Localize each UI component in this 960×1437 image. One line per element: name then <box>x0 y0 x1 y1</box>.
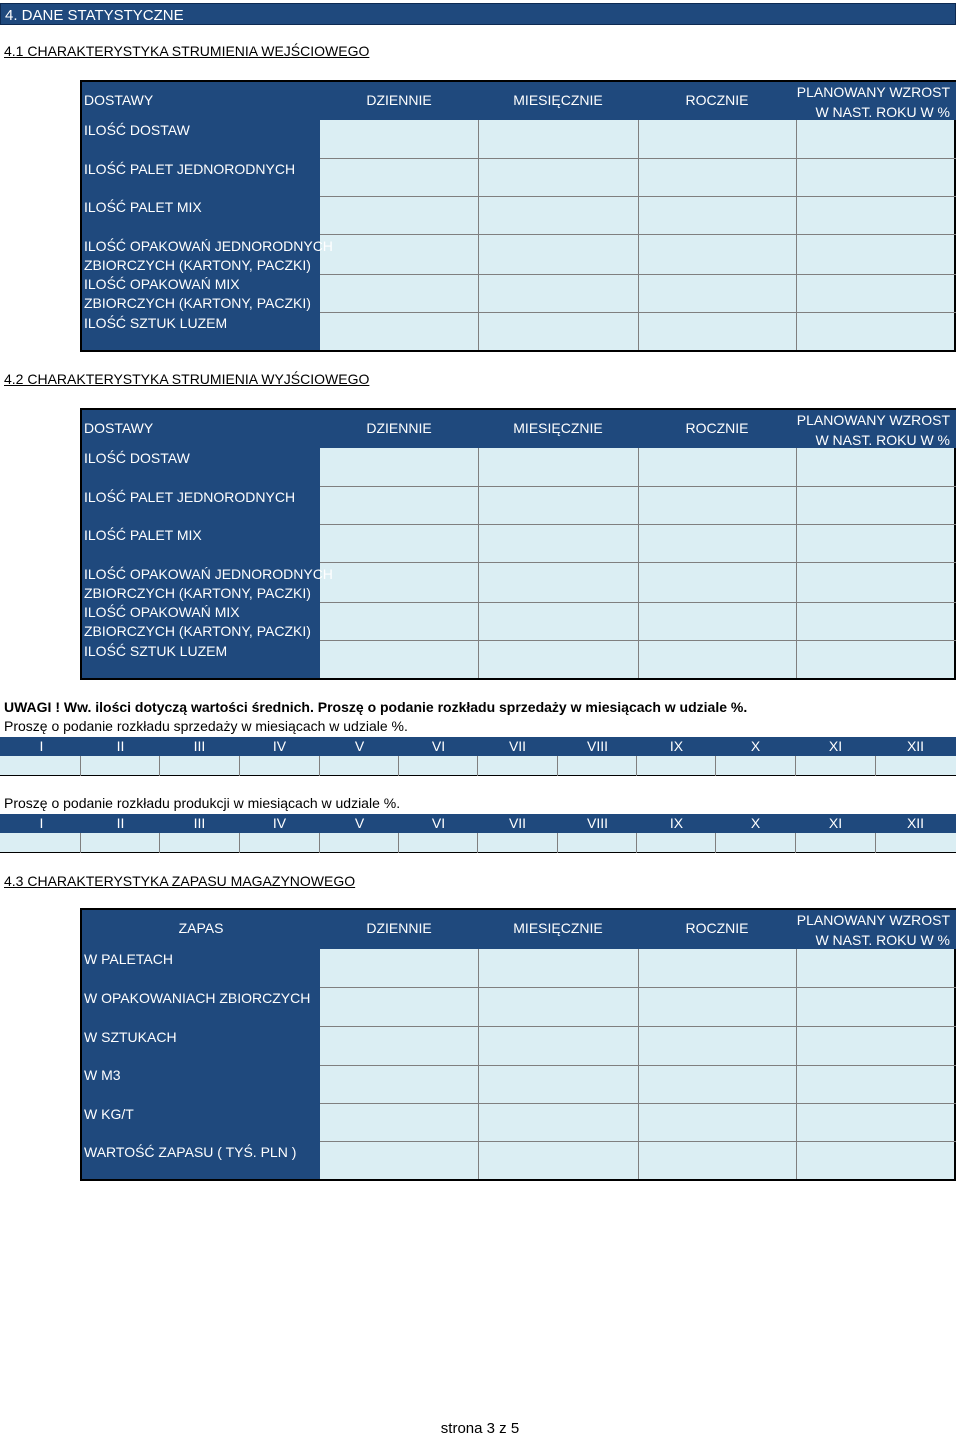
row-label: ILOŚĆ PALET MIX <box>84 527 202 543</box>
month-input-cell[interactable] <box>240 756 320 776</box>
column-header-planned-growth: PLANOWANY WZROST W NAST. ROKU W % <box>796 412 950 448</box>
month-header-row <box>0 814 956 833</box>
month-header: X <box>750 738 761 754</box>
month-input-cell[interactable] <box>558 833 637 853</box>
month-input-row <box>0 833 956 853</box>
row-label: W OPAKOWANIACH ZBIORCZYCH <box>84 990 311 1006</box>
month-header: I <box>39 738 44 754</box>
row-label: W PALETACH <box>84 951 173 967</box>
month-header: V <box>354 815 365 831</box>
stock-table <box>80 908 956 1181</box>
row-label: W M3 <box>84 1067 121 1083</box>
month-input-cell[interactable] <box>81 833 160 853</box>
column-header-daily: DZIENNIE <box>366 420 432 436</box>
output-stream-table <box>80 408 956 680</box>
column-header-yearly: ROCZNIE <box>685 420 749 436</box>
column-header-daily: DZIENNIE <box>366 920 432 936</box>
month-input-cell[interactable] <box>637 833 716 853</box>
month-header: VI <box>431 815 446 831</box>
row-label: ILOŚĆ SZTUK LUZEM <box>84 315 228 331</box>
row-label: ILOŚĆ OPAKOWAŃ MIX <box>84 276 240 292</box>
month-header: II <box>116 738 125 754</box>
column-header-daily: DZIENNIE <box>366 92 432 108</box>
month-input-cell[interactable] <box>160 756 240 776</box>
row-label: ILOŚĆ PALET MIX <box>84 199 202 215</box>
month-input-cell[interactable] <box>876 833 956 853</box>
month-header: IV <box>272 815 287 831</box>
row-label: ILOŚĆ SZTUK LUZEM <box>84 643 228 659</box>
month-input-cell[interactable] <box>716 833 796 853</box>
section-title-input-stream: 4.1 CHARAKTERYSTYKA STRUMIENIA WEJŚCIOWEGO <box>4 43 370 59</box>
column-header-yearly: ROCZNIE <box>685 92 749 108</box>
month-input-row <box>0 756 956 776</box>
main-section-header: 4. DANE STATYSTYCZNE <box>0 3 956 25</box>
row-label: ILOŚĆ DOSTAW <box>84 122 190 138</box>
month-input-cell[interactable] <box>320 833 399 853</box>
row-label: ILOŚĆ OPAKOWAŃ JEDNORODNYCH <box>84 566 333 582</box>
row-label: WARTOŚĆ ZAPASU ( TYŚ. PLN ) <box>84 1144 297 1160</box>
month-input-cell[interactable] <box>637 756 716 776</box>
month-input-cell[interactable] <box>478 833 558 853</box>
month-header: VII <box>508 815 527 831</box>
row-label: ZBIORCZYCH (KARTONY, PACZKI) <box>84 585 311 601</box>
warning-note: UWAGI ! Ww. ilości dotyczą wartości średnich. Proszę o podanie rozkładu sprzedaży w miesiącach w udziale %. <box>4 699 748 715</box>
row-label: ILOŚĆ DOSTAW <box>84 450 190 466</box>
month-header: VIII <box>586 815 608 831</box>
column-header-monthly: MIESIĘCZNIE <box>513 920 603 936</box>
month-header: II <box>116 815 125 831</box>
row-label: ZBIORCZYCH (KARTONY, PACZKI) <box>84 623 311 639</box>
column-header-planned-growth: PLANOWANY WZROST W NAST. ROKU W % <box>796 912 950 948</box>
row-label: ILOŚĆ OPAKOWAŃ MIX <box>84 604 240 620</box>
month-header: I <box>39 815 44 831</box>
month-input-cell[interactable] <box>81 756 160 776</box>
sales-month-table <box>0 737 956 776</box>
month-input-cell[interactable] <box>876 756 956 776</box>
production-month-table <box>0 814 956 853</box>
month-header: X <box>750 815 761 831</box>
month-header: VIII <box>586 738 608 754</box>
row-label: W SZTUKACH <box>84 1029 177 1045</box>
month-input-cell[interactable] <box>478 756 558 776</box>
month-header: III <box>193 738 206 754</box>
month-input-cell[interactable] <box>796 833 876 853</box>
row-label: ILOŚĆ OPAKOWAŃ JEDNORODNYCH <box>84 238 333 254</box>
month-input-cell[interactable] <box>240 833 320 853</box>
section-title-stock: 4.3 CHARAKTERYSTYKA ZAPASU MAGAZYNOWEGO <box>4 873 356 889</box>
input-stream-table <box>80 80 956 352</box>
month-header: IX <box>669 815 684 831</box>
corner-header-label: ZAPAS <box>178 920 224 936</box>
row-label: ZBIORCZYCH (KARTONY, PACZKI) <box>84 295 311 311</box>
month-header: XI <box>828 738 843 754</box>
month-header: VI <box>431 738 446 754</box>
month-input-cell[interactable] <box>0 756 81 776</box>
page-number: strona 3 z 5 <box>440 1420 520 1437</box>
month-input-cell[interactable] <box>160 833 240 853</box>
row-label: ILOŚĆ PALET JEDNORODNYCH <box>84 489 296 505</box>
month-input-cell[interactable] <box>320 756 399 776</box>
month-input-cell[interactable] <box>0 833 81 853</box>
month-header: III <box>193 815 206 831</box>
month-input-cell[interactable] <box>796 756 876 776</box>
row-label: ZBIORCZYCH (KARTONY, PACZKI) <box>84 257 311 273</box>
sales-distribution-prompt: Proszę o podanie rozkładu sprzedaży w miesiącach w udziale %. <box>4 718 408 734</box>
month-input-cell[interactable] <box>399 833 478 853</box>
column-header-yearly: ROCZNIE <box>685 920 749 936</box>
production-distribution-prompt: Proszę o podanie rozkładu produkcji w miesiącach w udziale %. <box>4 795 401 811</box>
column-header-monthly: MIESIĘCZNIE <box>513 92 603 108</box>
corner-header-label: DOSTAWY <box>84 92 154 108</box>
month-header: IV <box>272 738 287 754</box>
row-label: ILOŚĆ PALET JEDNORODNYCH <box>84 161 296 177</box>
row-label: W KG/T <box>84 1106 134 1122</box>
column-header-monthly: MIESIĘCZNIE <box>513 420 603 436</box>
section-title-output-stream: 4.2 CHARAKTERYSTYKA STRUMIENIA WYJŚCIOWEGO <box>4 371 370 387</box>
month-header: XII <box>906 738 925 754</box>
month-header: VII <box>508 738 527 754</box>
month-header: XI <box>828 815 843 831</box>
month-input-cell[interactable] <box>558 756 637 776</box>
month-input-cell[interactable] <box>399 756 478 776</box>
corner-header-label: DOSTAWY <box>84 420 154 436</box>
month-header: V <box>354 738 365 754</box>
month-header: IX <box>669 738 684 754</box>
month-header: XII <box>906 815 925 831</box>
month-input-cell[interactable] <box>716 756 796 776</box>
month-header-row <box>0 737 956 756</box>
column-header-planned-growth: PLANOWANY WZROST W NAST. ROKU W % <box>796 84 950 120</box>
